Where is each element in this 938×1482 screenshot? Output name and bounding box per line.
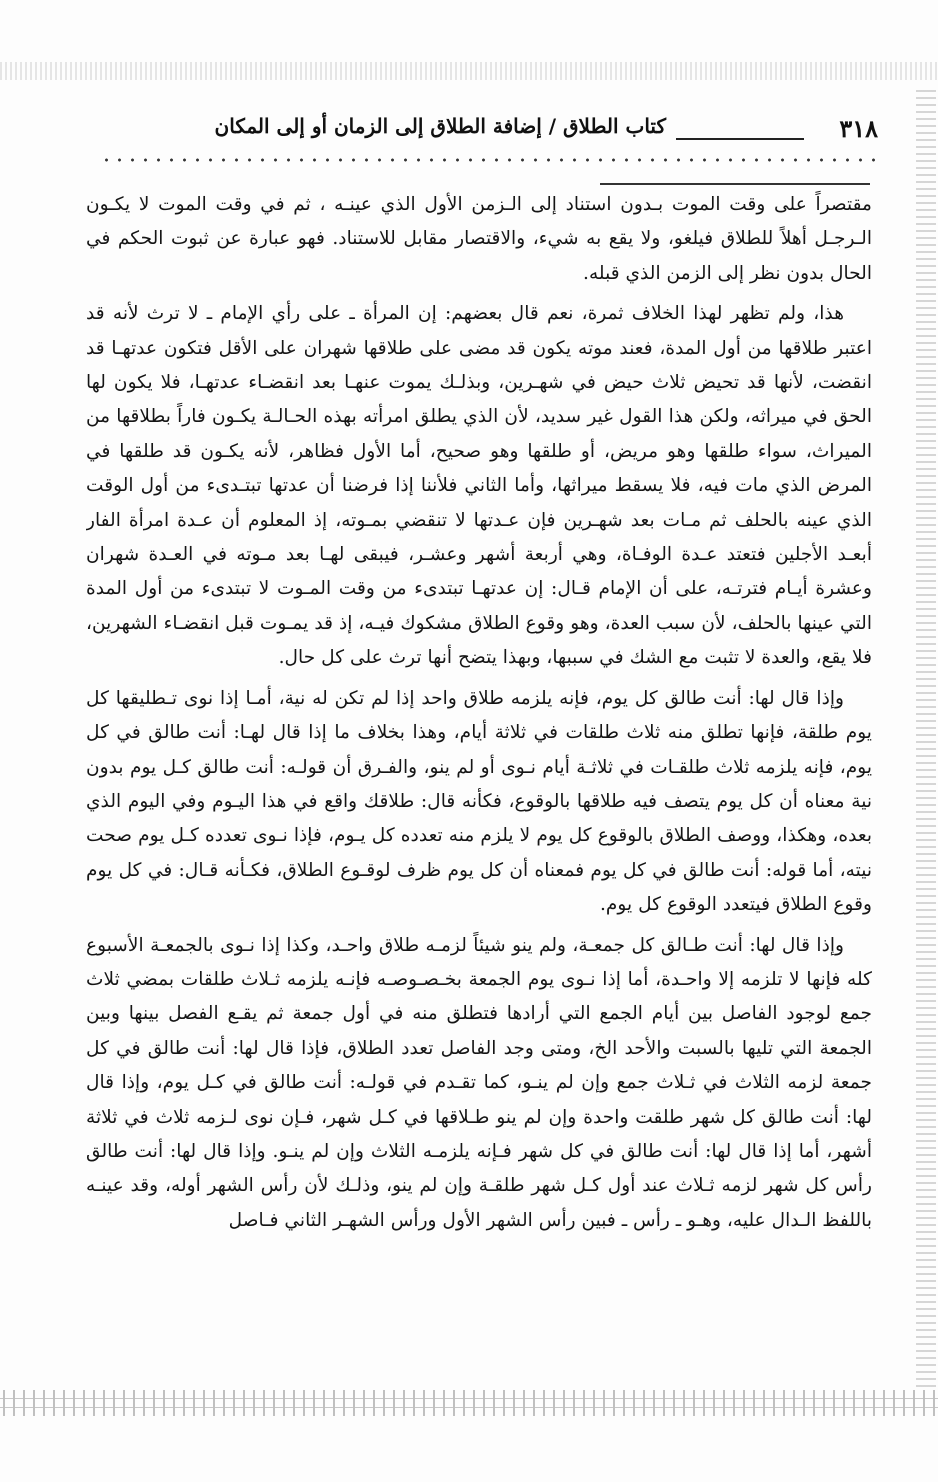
running-title: كتاب الطلاق / إضافة الطلاق إلى الزمان أو إلى المكان	[214, 114, 666, 138]
bottom-ornamental-border	[0, 1390, 938, 1416]
top-ornamental-border	[0, 62, 938, 80]
header-dash-line	[676, 138, 804, 140]
right-ornamental-border	[916, 90, 936, 1390]
page-number: ٣١٨	[839, 114, 878, 143]
paragraph-2: هذا، ولم تظهر لهذا الخلاف ثمرة، نعم قال بعضهم: إن المرأة ـ على رأي الإمام ـ لا ترث لأنه قد اعتبر طلاقها من أول المدة، فعند موته يكون قد مضى على طلاقها شهران على الأقل فتكون عدتهـا قد انقضت، لأنها قد تحيض ثلاث حيض في شهـرين، وبذلـك يموت عنهـا بعد انقضـاء عدتهـا، فلا يكون لها الحق في ميراثه، ولكن هذا القول غير سديد، لأن الذي يطلق امرأته بهذه الحـالـة يكـون فاراً بطلاقها من الميراث، سواء طلقها وهو مريض، أو طلقها وهو صحيح، أما الأول فظاهر، لأنه يكـون قد طلقها في المرض الذي مات فيه، فلا يسقط ميراثها، وأما الثاني فلأننا إذا فرضنا أن عدتها تبتـدىء من أول الوقت الذي عينه بالحلف ثم مـات بعد شهـرين فإن عـدتها لا تنقضي بمـوته، إذ المعلوم أن عـدة امرأة الفار أبعـد الأجلين فتعتد عـدة الوفـاة، وهي أربعة أشهر وعشـر، فيبقى لهـا بعد مـوته في العـدة شهران وعشرة أيـام فترتـه، على أن الإمام قـال: إن عدتهـا تبتدىء من وقت المـوت لا تبتدىء من أول المدة التي عينها بالحلف، لأن سبب العدة، وهو وقوع الطلاق مشكوك فيـه، إذ قد يمـوت قبل انقضـاء الشهرين، فلا يقع، والعدة لا تثبت مع الشك في سببها، وبهذا يتضح أنها ترث على كل حال.	[86, 303, 872, 669]
page-header	[100, 112, 878, 152]
header-dotted-divider	[100, 158, 878, 162]
paragraph-1: مقتصراً على وقت الموت بـدون استناد إلى الـزمن الأول الذي عينـه ، ثم في وقت الموت لا يكـون الـرجـل أهلاً للطلاق فيلغو، ولا يقع به شيء، والاقتصار مقابل للاستناد. فهو عبارة عن ثبوت الحكم في الحال بدون نظر إلى الزمن الذي قبله.	[86, 194, 872, 284]
body-text	[86, 188, 872, 1368]
paragraph-3: وإذا قال لها: أنت طالق كل يوم، فإنه يلزمه طلاق واحد إذا لم تكن له نية، أمـا إذا نوى تـطليقها كل يوم طلقة، فإنها تطلق منه ثلاث طلقات في ثلاثة أيام، وهذا بخلاف ما إذا قال لهـا: أنت طالق في كل يوم، فإنه يلزمه ثلاث طلقـات في ثلاثـة أيام نـوى أو لم ينو، والفـرق أن قولـه: أنت طالق كـل يوم بدون نية معناه أن كل يوم يتصف فيه طلاقها بالوقوع، فكأنه قال: طلاقك واقع في هذا اليـوم وفي اليوم الذي بعده، وهكذا، ووصف الطلاق بالوقوع كل يوم لا يلزم منه تعدده كل يـوم، فإذا نـوى تعدده كـل يوم صحت نيته، أما قوله: أنت طالق في كل يوم فمعناه أن كل يوم ظرف لوقـوع الطلاق، فكـأنه قـال: في كل يوم وقوع الطلاق فيتعدد الوقوع كل يوم.	[86, 687, 872, 916]
footnote-separator-rule	[600, 183, 870, 185]
paragraph-4: وإذا قال لها: أنت طـالق كل جمعـة، ولم ينو شيئاً لزمـه طلاق واحـد، وكذا إذا نـوى بالجمعـة الأسبوع كله فإنها لا تلزمه إلا واحـدة، أما إذا نـوى يوم الجمعة بخـصـوصـه فإنـه يلزمه ثـلاث طلقات بمضي ثلاث جمع لوجود الفاصل بين أيام الجمع التي أرادها فتطلق منه في أول جمعة ثم يقـع الفصل بينها وبين الجمعة التي تليها بالسبت والأحد الخ، ومتى وجد الفاصل تعدد الطلاق، فإذا قال لها: أنت طالق في كل جمعة لزمه الثلاث في ثـلاث جمع وإن لم ينـو، كما تقـدم في قولـه: أنت طالق في كـل يوم، وإذا قال لها: أنت طالق كل شهر طلقت واحدة وإن لم ينو طـلاقها في كـل شهر، فـإن نوى لـزمه ثلاث في ثلاثة أشهر، أما إذا قال لها: أنت طالق في كل شهر فـإنه يلزمـه الثلاث وإن لم ينـو. وإذا قال لها: أنت طالق رأس كل شهر لزمه ثـلاث عند أول كـل شهر طلقـة وإن لم ينو، وذلـك لأن رأس الشهر أوله، وقد عينـه باللفظ الـدال عليه، وهـو ـ رأس ـ فبين رأس الشهر الأول ورأس الشهـر الثاني فـاصل	[86, 934, 872, 1231]
